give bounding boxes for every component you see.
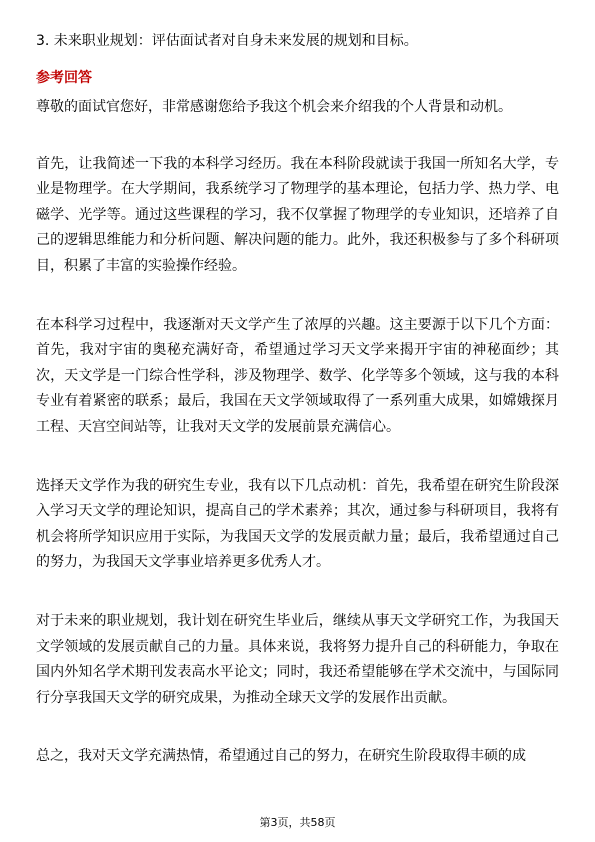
answer-paragraph: 对于未来的职业规划，我计划在研究生毕业后，继续从事天文学研究工作，为我国天文学领域的发展贡献自己的力量。具体来说，我将努力提升自己的科研能力，争取在国内外知名学术期刊发表高水平论文；同时，我还希望能够在学术交流中，与国际同行分享我国天文学的研究成果，为推动全球天文学的发展作出贡献。 xyxy=(36,612,559,706)
question-text: 3. 未来职业规划：评估面试者对自身未来发展的规划和目标。 xyxy=(36,33,418,49)
answer-paragraph: 尊敬的面试官您好，非常感谢您给予我这个机会来介绍我的个人背景和动机。 xyxy=(36,99,512,115)
page-number-footer: 第3页，共58页 xyxy=(259,816,336,829)
answer-heading: 参考回答 xyxy=(36,70,92,86)
answer-paragraph: 首先，让我简述一下我的本科学习经历。我在本科阶段就读于我国一所知名大学，专业是物理学。在大学期间，我系统学习了物理学的基本理论，包括力学、热力学、电磁学、光学等。通过这些课程的学习，我不仅掌握了物理学的专业知识，还培养了自己的逻辑思维能力和分析问题、解决问题的能力。此外，我还积极参与了多个科研项目，积累了丰富的实验操作经验。 xyxy=(36,155,559,274)
answer-paragraph: 选择天文学作为我的研究生专业，我有以下几点动机：首先，我希望在研究生阶段深入学习天文学的理论知识，提高自己的学术素养；其次，通过参与科研项目，我将有机会将所学知识应用于实际，为我国天文学的发展贡献力量；最后，我希望通过自己的努力，为我国天文学事业培养更多优秀人才。 xyxy=(36,477,559,571)
answer-paragraph: 在本科学习过程中，我逐渐对天文学产生了浓厚的兴趣。这主要源于以下几个方面：首先，我对宇宙的奥秘充满好奇，希望通过学习天文学来揭开宇宙的神秘面纱；其次，天文学是一门综合性学科，涉及物理学、数学、化学等多个领域，这与我的本科专业有着紧密的联系；最后，我国在天文学领域取得了一系列重大成果，如嫦娥探月工程、天宫空间站等，让我对天文学的发展前景充满信心。 xyxy=(36,316,559,435)
answer-body xyxy=(36,95,559,803)
answer-paragraph: 总之，我对天文学充满热情，希望通过自己的努力，在研究生阶段取得丰硕的成 xyxy=(36,748,526,765)
